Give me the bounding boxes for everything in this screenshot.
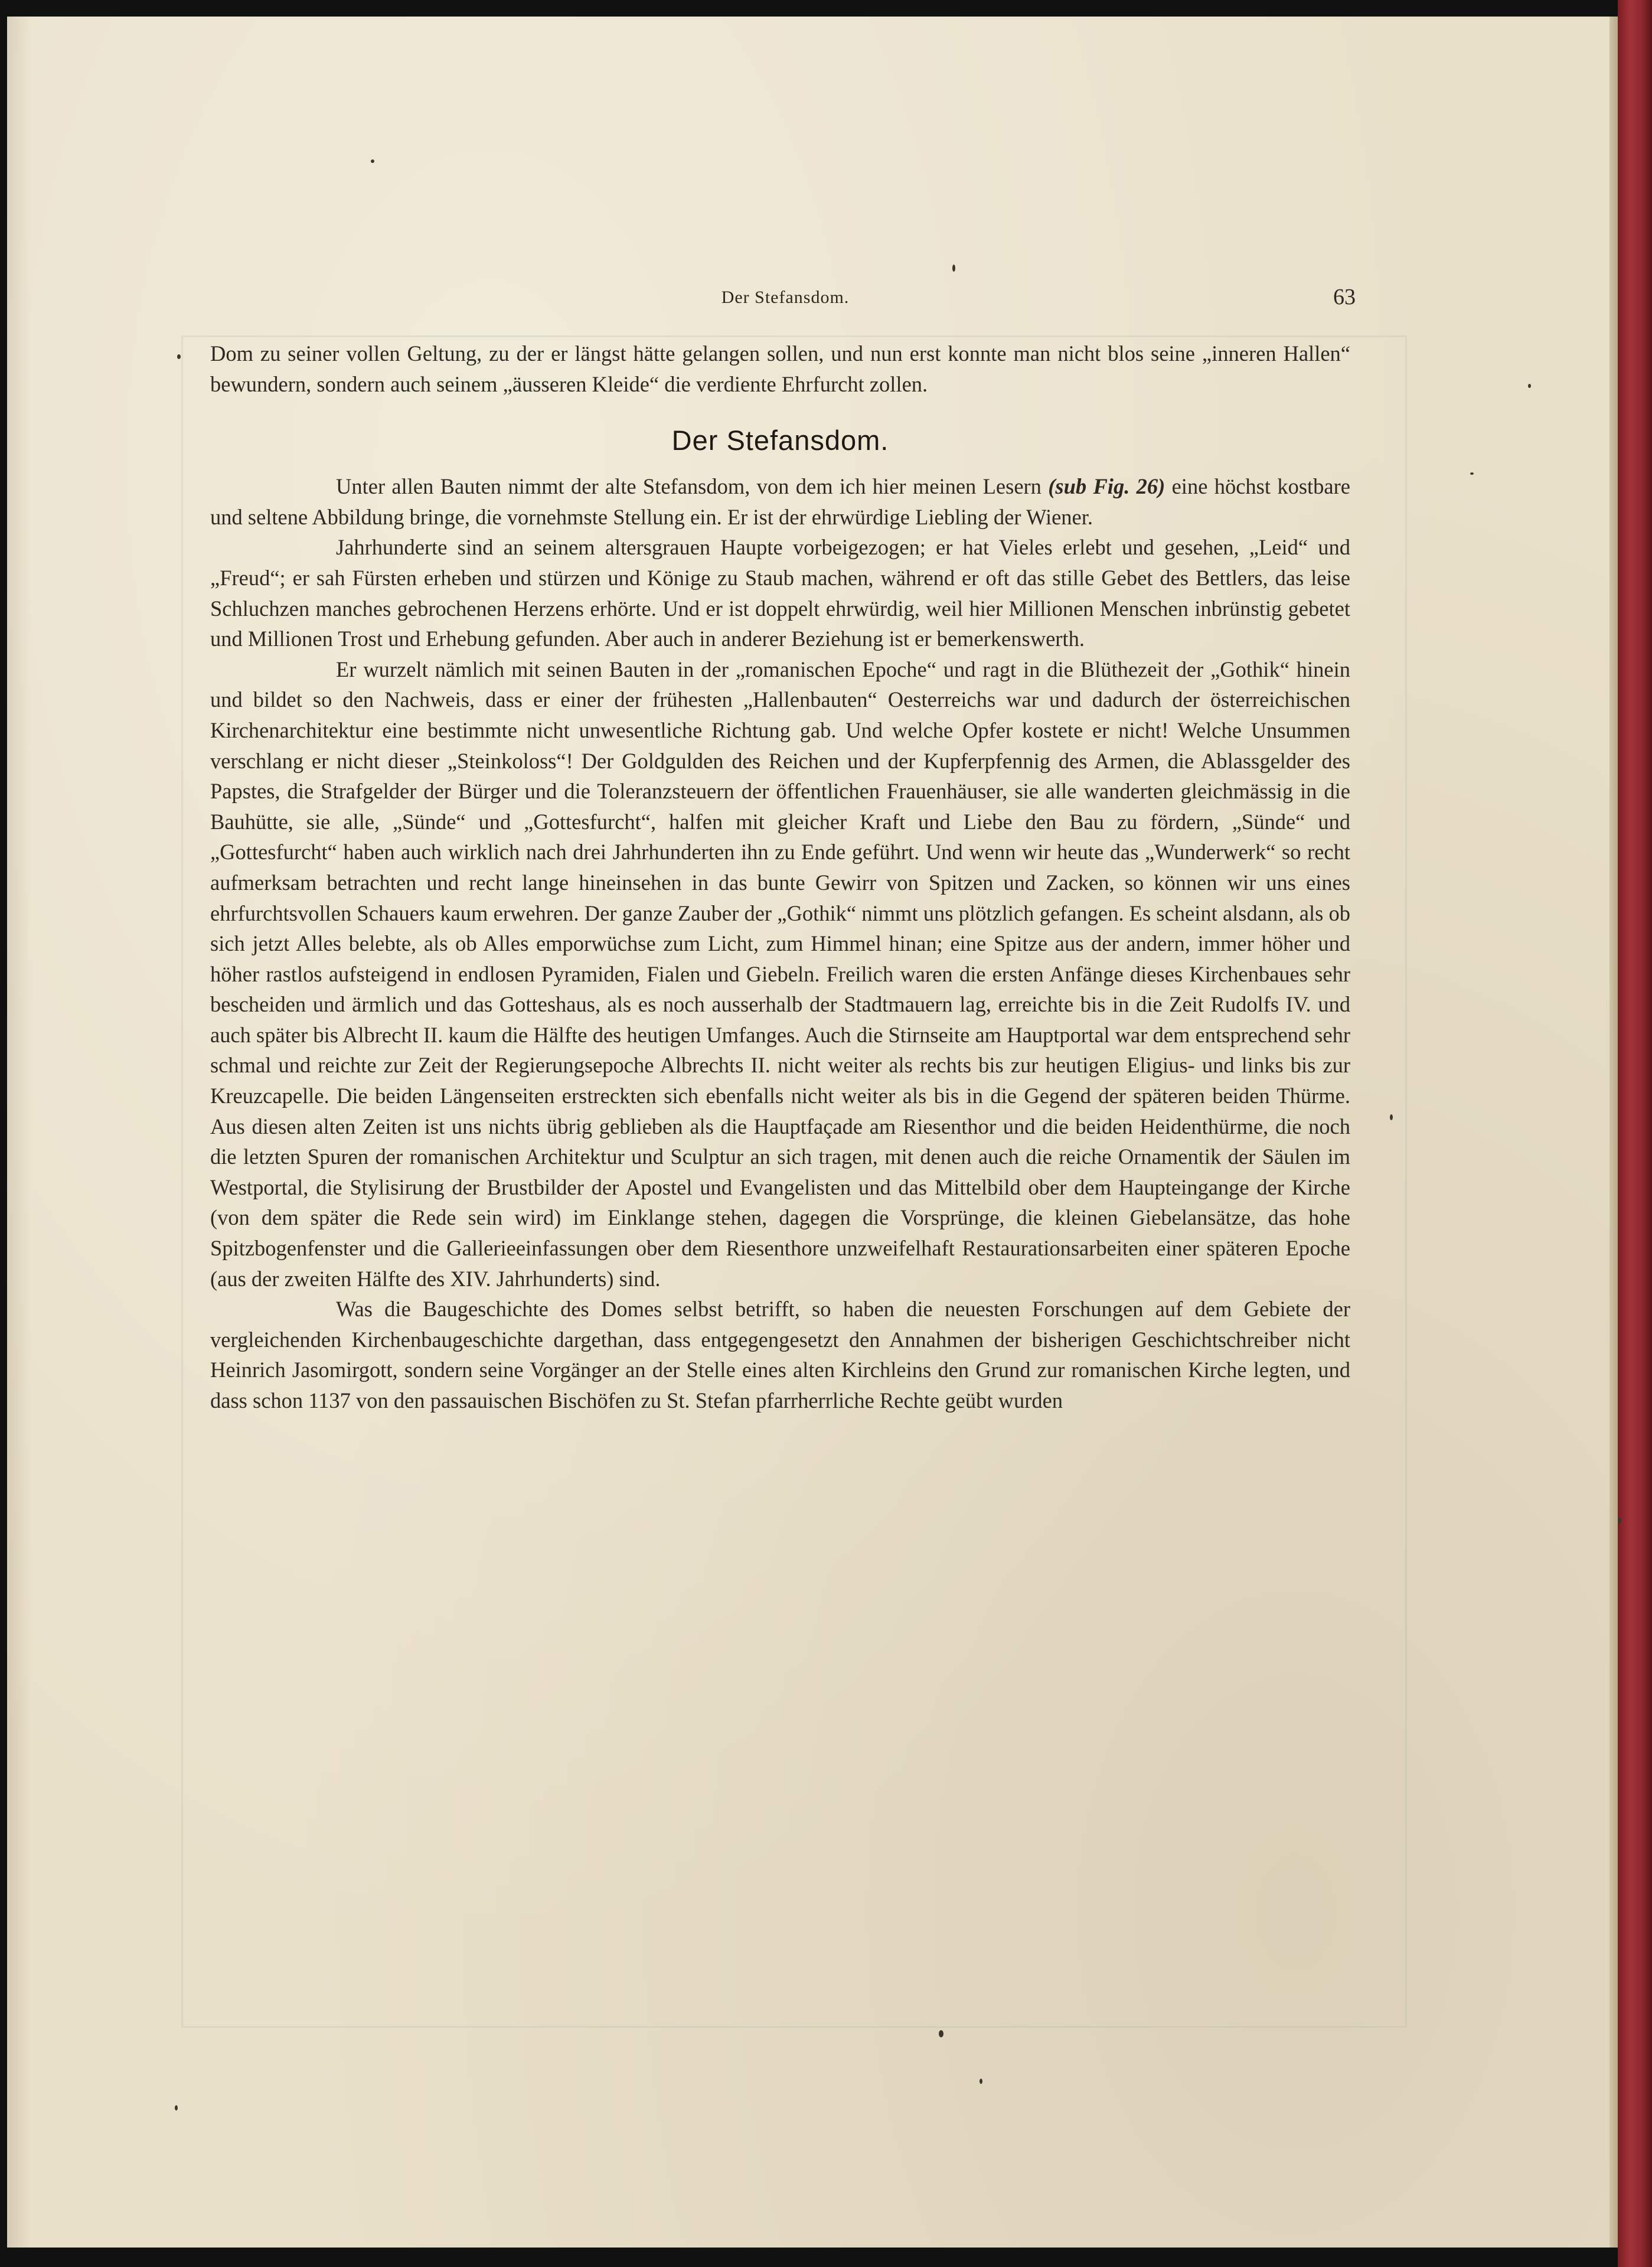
paper-speck (177, 354, 181, 359)
figure-reference: (sub Fig. 26) (1048, 474, 1165, 499)
paragraph-2: Jahrhunderte sind an seinem altersgrauen Haupte vorbeigezogen; er hat Vieles erlebt und gesehen, „Leid“ und „Freud“; er sah Fürsten erheben und stürzen und Könige zu Staub machen, während er oft das stille Gebet des Bettlers, das leise Schluchzen manches gebrochenen Herzens erhörte. Und er ist doppelt ehrwürdig, weil hier Millionen Menschen inbrünstig gebetet und Millionen Trost und Erhebung gefunden. Aber auch in anderer Beziehung ist er bemerkenswerth. (210, 535, 1350, 651)
paragraph-1-text-end: eine höchst kostbare und seltene Abbildung bringe, die vornehmste Stellung ein. Er ist der ehrwürdige Liebling der Wiener. (210, 474, 1350, 529)
paper-speck (1528, 384, 1531, 388)
paper-speck (175, 2105, 178, 2111)
paragraph-3: Er wurzelt nämlich mit seinen Bauten in der „romanischen Epoche“ und ragt in die Blüthezeit der „Gothik“ hinein und bildet so den Nachweis, dass er einer der frühesten „Hallenbauten“ Oesterreichs war und dadurch der österreichischen Kirchenarchitektur eine bestimmte nicht unwesentliche Richtung gab. Und welche Opfer kostete er nicht! Welche Unsummen verschlang er nicht dieser „Steinkoloss“! Der Goldgulden des Reichen und der Kupferpfennig des Armen, die Ablassgelder des Papstes, die Strafgelder der Bürger und die Toleranzsteuern der öffentlichen Frauenhäuser, sie alle wanderten gleichmässig in die Bauhütte, sie alle, „Sünde“ und „Gottesfurcht“, halfen mit gleicher Kraft und Liebe den Bau zu fördern, „Sünde“ und „Gottesfurcht“ haben auch wirklich nach drei Jahrhunderten ihn zu Ende geführt. Und wenn wir heute das „Wunderwerk“ so recht aufmerksam betrachten und recht lange hineinsehen in das bunte Gewirr von Spitzen und Zacken, so können wir uns eines ehrfurchtsvollen Schauers kaum erwehren. Der ganze Zauber der „Gothik“ nimmt uns plötzlich gefangen. Es scheint alsdann, als ob sich jetzt Alles belebte, als ob Alles emporwüchse zum Licht, zum Himmel hinan; eine Spitze aus der andern, immer höher und höher rastlos aufsteigend in endlosen Pyramiden, Fialen und Giebeln. Freilich waren die ersten Anfänge dieses Kirchenbaues sehr bescheiden und ärmlich und das Gotteshaus, als es noch ausserhalb der Stadtmauern lag, erreichte bis in die Zeit Rudolfs IV. und auch später bis Albrecht II. kaum die Hälfte des heutigen Umfanges. Auch die Stirnseite am Hauptportal war dem entsprechend sehr schmal und reichte zur Zeit der Regierungsepoche Albrechts II. nicht weiter als rechts bis zur heutigen Eligius- und links bis zur Kreuzcapelle. Die beiden Längenseiten erstreckten sich ebenfalls nicht weiter als bis in die Gegend der späteren beiden Thürme. Aus diesen alten Zeiten ist uns nichts übrig geblieben als die Hauptfaçade am Riesenthor und die beiden Heidenthürme, die noch die letzten Spuren der romanischen Architektur und Sculptur an sich tragen, mit denen auch die reiche Ornamentik der Säulen im Westportal, die Stylisirung der Brustbilder der Apostel und Evangelisten und das Mittelbild ober dem Haupteingange der Kirche (von dem später die Rede sein wird) im Einklange stehen, dagegen die Vorsprünge, die kleinen Giebelansätze, das hohe Spitzbogenfenster und die Gallerieeinfassungen ober dem Riesenthore unzweifelhaft Restaurationsarbeiten einer späteren Epoche (aus der zweiten Hälfte des XIV. Jahrhunderts) sind. (210, 657, 1350, 1291)
page-number: 63 (1333, 285, 1356, 309)
red-book-spine (1618, 0, 1652, 2267)
paper-speck (980, 2079, 982, 2084)
paper-speck (1618, 1518, 1621, 1524)
paper-speck (952, 265, 955, 272)
paper-speck (371, 159, 374, 163)
body-text (210, 338, 1350, 1416)
paragraph-1 (210, 471, 1350, 532)
paper-speck (939, 2030, 943, 2037)
paragraph-4: Was die Baugeschichte des Domes selbst betrifft, so haben die neuesten Forschungen auf dem Gebiete der vergleichenden Kirchenbaugeschichte dargethan, dass entgegengesetzt den Annahmen der bisherigen Geschichtschreiber nicht Heinrich Jasomirgott, sondern seine Vorgänger an der Stelle eines alten Kirchleins den Grund zur romanischen Kirche legten, und dass schon 1137 von den passauischen Bischöfen zu St. Stefan pfarrherrliche Rechte geübt wurden (210, 1297, 1350, 1413)
running-title: Der Stefansdom. (721, 288, 850, 307)
paper-speck (1390, 1114, 1393, 1120)
page-header (0, 285, 1652, 317)
section-heading: Der Stefansdom. (671, 425, 889, 456)
intro-paragraph: Dom zu seiner vollen Geltung, zu der er längst hätte gelangen sollen, und nun erst konnte man nicht blos seine „inneren Hallen“ bewundern, sondern auch seinem „äusseren Kleide“ die verdiente Ehrfurcht zollen. (210, 341, 1350, 396)
page-edge (1609, 17, 1618, 2248)
paper-speck (1470, 472, 1474, 475)
paragraph-1-text-start: Unter allen Bauten nimmt der alte Stefansdom, von dem ich hier meinen Lesern (336, 474, 1049, 499)
